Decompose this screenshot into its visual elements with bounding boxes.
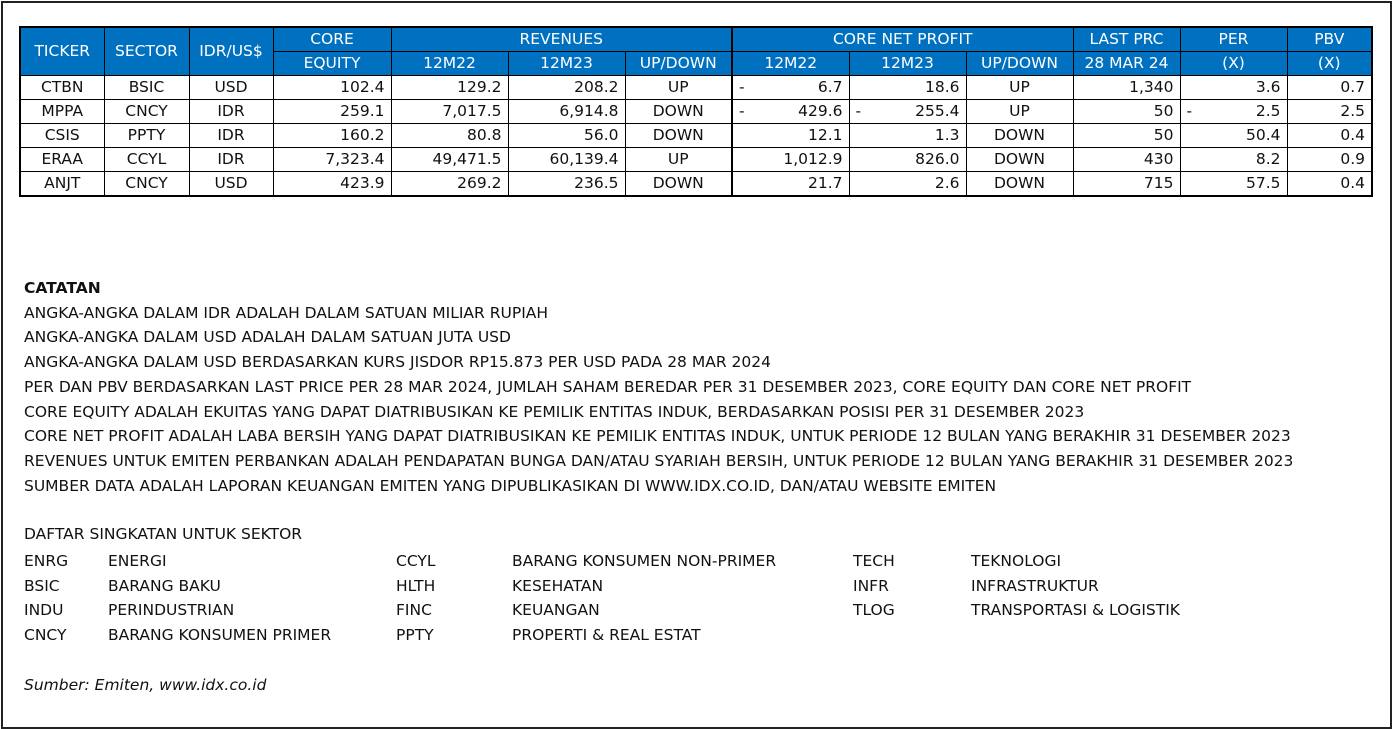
- cell-np-12m22: [732, 124, 849, 148]
- cell-rev-12m23: 236.5: [508, 172, 625, 197]
- note-line: CORE NET PROFIT ADALAH LABA BERSIH YANG DAPAT DIATRIBUSIKAN KE PEMILIK ENTITAS INDUK, UNTUK PERIODE 12 BULAN YANG BERAKHIR 31 DESEMBER 2023: [24, 427, 1291, 446]
- sector-list-column-3: [853, 549, 1180, 623]
- cell-currency: IDR: [189, 148, 273, 172]
- sector-list-column-2: [396, 549, 776, 648]
- sector-name: KEUANGAN: [512, 601, 600, 620]
- cell-currency: IDR: [189, 124, 273, 148]
- sector-list-column-1: [24, 549, 331, 648]
- header-per-unit: (X): [1180, 52, 1287, 76]
- sector-code: FINC: [396, 601, 432, 620]
- cell-ticker: CSIS: [20, 124, 104, 148]
- sector-name: TRANSPORTASI & LOGISTIK: [971, 601, 1180, 620]
- cell-rev-updown: DOWN: [625, 172, 732, 197]
- cell-ticker: MPPA: [20, 100, 104, 124]
- sector-code: INFR: [853, 576, 889, 595]
- value: 21.7: [807, 174, 843, 192]
- value: 18.6: [924, 78, 960, 96]
- sector-item: [24, 574, 331, 599]
- table-row: [20, 124, 1372, 148]
- value: 57.5: [1245, 174, 1281, 192]
- cell-rev-12m23: 56.0: [508, 124, 625, 148]
- cell-rev-updown: DOWN: [625, 124, 732, 148]
- cell-np-12m23: [849, 148, 966, 172]
- cell-rev-12m22: 49,471.5: [391, 148, 508, 172]
- header-equity: EQUITY: [273, 52, 391, 76]
- sector-code: CCYL: [396, 552, 436, 570]
- header-core-net-profit: CORE NET PROFIT: [732, 27, 1073, 52]
- cell-np-12m22: [732, 76, 849, 100]
- table-row: [20, 100, 1372, 124]
- cell-rev-12m23: 6,914.8: [508, 100, 625, 124]
- cell-pbv: 0.9: [1287, 148, 1372, 172]
- sector-item: [396, 549, 776, 574]
- sector-code: PPTY: [396, 626, 434, 645]
- table-row: [20, 76, 1372, 100]
- value: 1,012.9: [783, 150, 843, 168]
- header-last-prc: LAST PRC: [1073, 27, 1180, 52]
- cell-np-updown: UP: [966, 100, 1073, 124]
- negative-sign: -: [739, 102, 745, 120]
- table-row: [20, 172, 1372, 197]
- cell-rev-updown: DOWN: [625, 100, 732, 124]
- sector-name: BARANG KONSUMEN PRIMER: [108, 626, 332, 645]
- cell-np-12m22: [732, 172, 849, 197]
- cell-last-prc: 715: [1073, 172, 1180, 197]
- header-pbv: PBV: [1287, 27, 1372, 52]
- value: 429.6: [798, 102, 843, 120]
- sector-name: TEKNOLOGI: [971, 552, 1062, 570]
- header-np-updown: UP/DOWN: [966, 52, 1073, 76]
- cell-core-equity: 102.4: [273, 76, 391, 100]
- sector-item: [396, 598, 776, 623]
- sector-name: KESEHATAN: [512, 576, 604, 595]
- source-citation: Sumber: Emiten, www.idx.co.id: [24, 676, 267, 694]
- note-line: ANGKA-ANGKA DALAM USD BERDASARKAN KURS JISDOR RP15.873 PER USD PADA 28 MAR 2024: [24, 353, 771, 372]
- cell-np-12m23: [849, 172, 966, 197]
- header-per: PER: [1180, 27, 1287, 52]
- sector-code: TECH: [853, 552, 895, 570]
- header-last-prc-date: 28 MAR 24: [1073, 52, 1180, 76]
- sector-name: ENERGI: [108, 552, 167, 570]
- cell-per: [1180, 100, 1287, 124]
- value: 50.4: [1245, 126, 1281, 144]
- sector-code: INDU: [24, 601, 64, 620]
- note-line: REVENUES UNTUK EMITEN PERBANKAN ADALAH PENDAPATAN BUNGA DAN/ATAU SYARIAH BERSIH, UNTUK PERIODE 12 BULAN YANG BERAKHIR 31 DESEMBER 2023: [24, 451, 1294, 470]
- value: 1.3: [934, 126, 960, 144]
- note-line: ANGKA-ANGKA DALAM IDR ADALAH DALAM SATUAN MILIAR RUPIAH: [24, 303, 549, 322]
- sector-code: BSIC: [24, 576, 60, 595]
- sector-code: TLOG: [853, 601, 895, 620]
- value: 8.2: [1255, 150, 1281, 168]
- value: 6.7: [817, 78, 843, 96]
- value: 2.5: [1255, 102, 1281, 120]
- header-np-12m22: 12M22: [732, 52, 849, 76]
- cell-np-updown: DOWN: [966, 148, 1073, 172]
- cell-np-12m23: [849, 124, 966, 148]
- header-row-top: [20, 27, 1372, 52]
- sector-name: PERINDUSTRIAN: [108, 601, 235, 620]
- cell-last-prc: 50: [1073, 100, 1180, 124]
- sector-abbreviations-title: DAFTAR SINGKATAN UNTUK SEKTOR: [24, 525, 303, 543]
- cell-sector: PPTY: [104, 124, 189, 148]
- value: 255.4: [915, 102, 960, 120]
- cell-core-equity: 7,323.4: [273, 148, 391, 172]
- cell-per: [1180, 124, 1287, 148]
- cell-sector: CNCY: [104, 100, 189, 124]
- cell-core-equity: 259.1: [273, 100, 391, 124]
- cell-currency: IDR: [189, 100, 273, 124]
- cell-ticker: CTBN: [20, 76, 104, 100]
- cell-np-12m23: [849, 100, 966, 124]
- sector-name: BARANG KONSUMEN NON-PRIMER: [512, 552, 777, 570]
- sector-item: [853, 549, 1180, 574]
- header-np-12m23: 12M23: [849, 52, 966, 76]
- cell-rev-updown: UP: [625, 76, 732, 100]
- header-currency: IDR/US$: [189, 27, 273, 76]
- cell-np-12m23: [849, 76, 966, 100]
- value: 2.6: [934, 174, 960, 192]
- cell-ticker: ANJT: [20, 172, 104, 197]
- cell-rev-12m22: 269.2: [391, 172, 508, 197]
- cell-np-12m22: [732, 148, 849, 172]
- negative-sign: -: [1186, 102, 1193, 120]
- cell-rev-12m22: 7,017.5: [391, 100, 508, 124]
- cell-per: [1180, 172, 1287, 197]
- cell-rev-12m23: 60,139.4: [508, 148, 625, 172]
- header-rev-12m22: 12M22: [391, 52, 508, 76]
- header-sector: SECTOR: [104, 27, 189, 76]
- cell-rev-12m22: 129.2: [391, 76, 508, 100]
- cell-np-12m22: [732, 100, 849, 124]
- cell-sector: CCYL: [104, 148, 189, 172]
- cell-rev-updown: UP: [625, 148, 732, 172]
- cell-pbv: 0.4: [1287, 172, 1372, 197]
- cell-per: [1180, 148, 1287, 172]
- header-revenues: REVENUES: [391, 27, 732, 52]
- sector-item: [24, 598, 331, 623]
- cell-per: [1180, 76, 1287, 100]
- sector-name: PROPERTI & REAL ESTAT: [512, 626, 701, 645]
- sector-code: CNCY: [24, 626, 67, 645]
- value: 826.0: [915, 150, 960, 168]
- sector-code: ENRG: [24, 552, 69, 570]
- sector-item: [853, 574, 1180, 599]
- cell-pbv: 0.7: [1287, 76, 1372, 100]
- note-line: SUMBER DATA ADALAH LAPORAN KEUANGAN EMITEN YANG DIPUBLIKASIKAN DI WWW.IDX.CO.ID, DAN/ATAU WEBSITE EMITEN: [24, 476, 997, 495]
- note-line: CORE EQUITY ADALAH EKUITAS YANG DAPAT DIATRIBUSIKAN KE PEMILIK ENTITAS INDUK, BERDASARKAN POSISI PER 31 DESEMBER 2023: [24, 402, 1085, 421]
- note-line: ANGKA-ANGKA DALAM USD ADALAH DALAM SATUAN JUTA USD: [24, 328, 511, 347]
- cell-currency: USD: [189, 76, 273, 100]
- cell-np-updown: DOWN: [966, 172, 1073, 197]
- sector-name: INFRASTRUKTUR: [971, 576, 1099, 595]
- negative-sign: -: [855, 102, 862, 120]
- header-rev-updown: UP/DOWN: [625, 52, 732, 76]
- cell-currency: USD: [189, 172, 273, 197]
- cell-last-prc: 1,340: [1073, 76, 1180, 100]
- header-core: CORE: [273, 27, 391, 52]
- note-line: PER DAN PBV BERDASARKAN LAST PRICE PER 28 MAR 2024, JUMLAH SAHAM BEREDAR PER 31 DESEMBER 2023, CORE EQUITY DAN CORE NET PROFIT: [24, 377, 1192, 396]
- sector-item: [24, 623, 331, 648]
- cell-np-updown: DOWN: [966, 124, 1073, 148]
- cell-core-equity: 160.2: [273, 124, 391, 148]
- cell-pbv: 2.5: [1287, 100, 1372, 124]
- header-ticker: TICKER: [20, 27, 104, 76]
- cell-sector: BSIC: [104, 76, 189, 100]
- cell-last-prc: 50: [1073, 124, 1180, 148]
- cell-sector: CNCY: [104, 172, 189, 197]
- cell-rev-12m23: 208.2: [508, 76, 625, 100]
- cell-ticker: ERAA: [20, 148, 104, 172]
- header-rev-12m23: 12M23: [508, 52, 625, 76]
- sector-code: HLTH: [396, 576, 436, 595]
- cell-pbv: 0.4: [1287, 124, 1372, 148]
- header-pbv-unit: (X): [1287, 52, 1372, 76]
- sector-name: BARANG BAKU: [108, 576, 221, 595]
- notes-title: CATATAN: [24, 279, 101, 297]
- sector-item: [396, 623, 776, 648]
- table-row: [20, 148, 1372, 172]
- negative-sign: -: [739, 78, 745, 96]
- cell-np-updown: UP: [966, 76, 1073, 100]
- sector-item: [24, 549, 331, 574]
- cell-last-prc: 430: [1073, 148, 1180, 172]
- notes-section: [24, 276, 1293, 498]
- value: 3.6: [1255, 78, 1281, 96]
- sector-item: [396, 574, 776, 599]
- sector-item: [853, 598, 1180, 623]
- financial-summary-table: [19, 26, 1373, 197]
- value: 12.1: [807, 126, 843, 144]
- cell-rev-12m22: 80.8: [391, 124, 508, 148]
- cell-core-equity: 423.9: [273, 172, 391, 197]
